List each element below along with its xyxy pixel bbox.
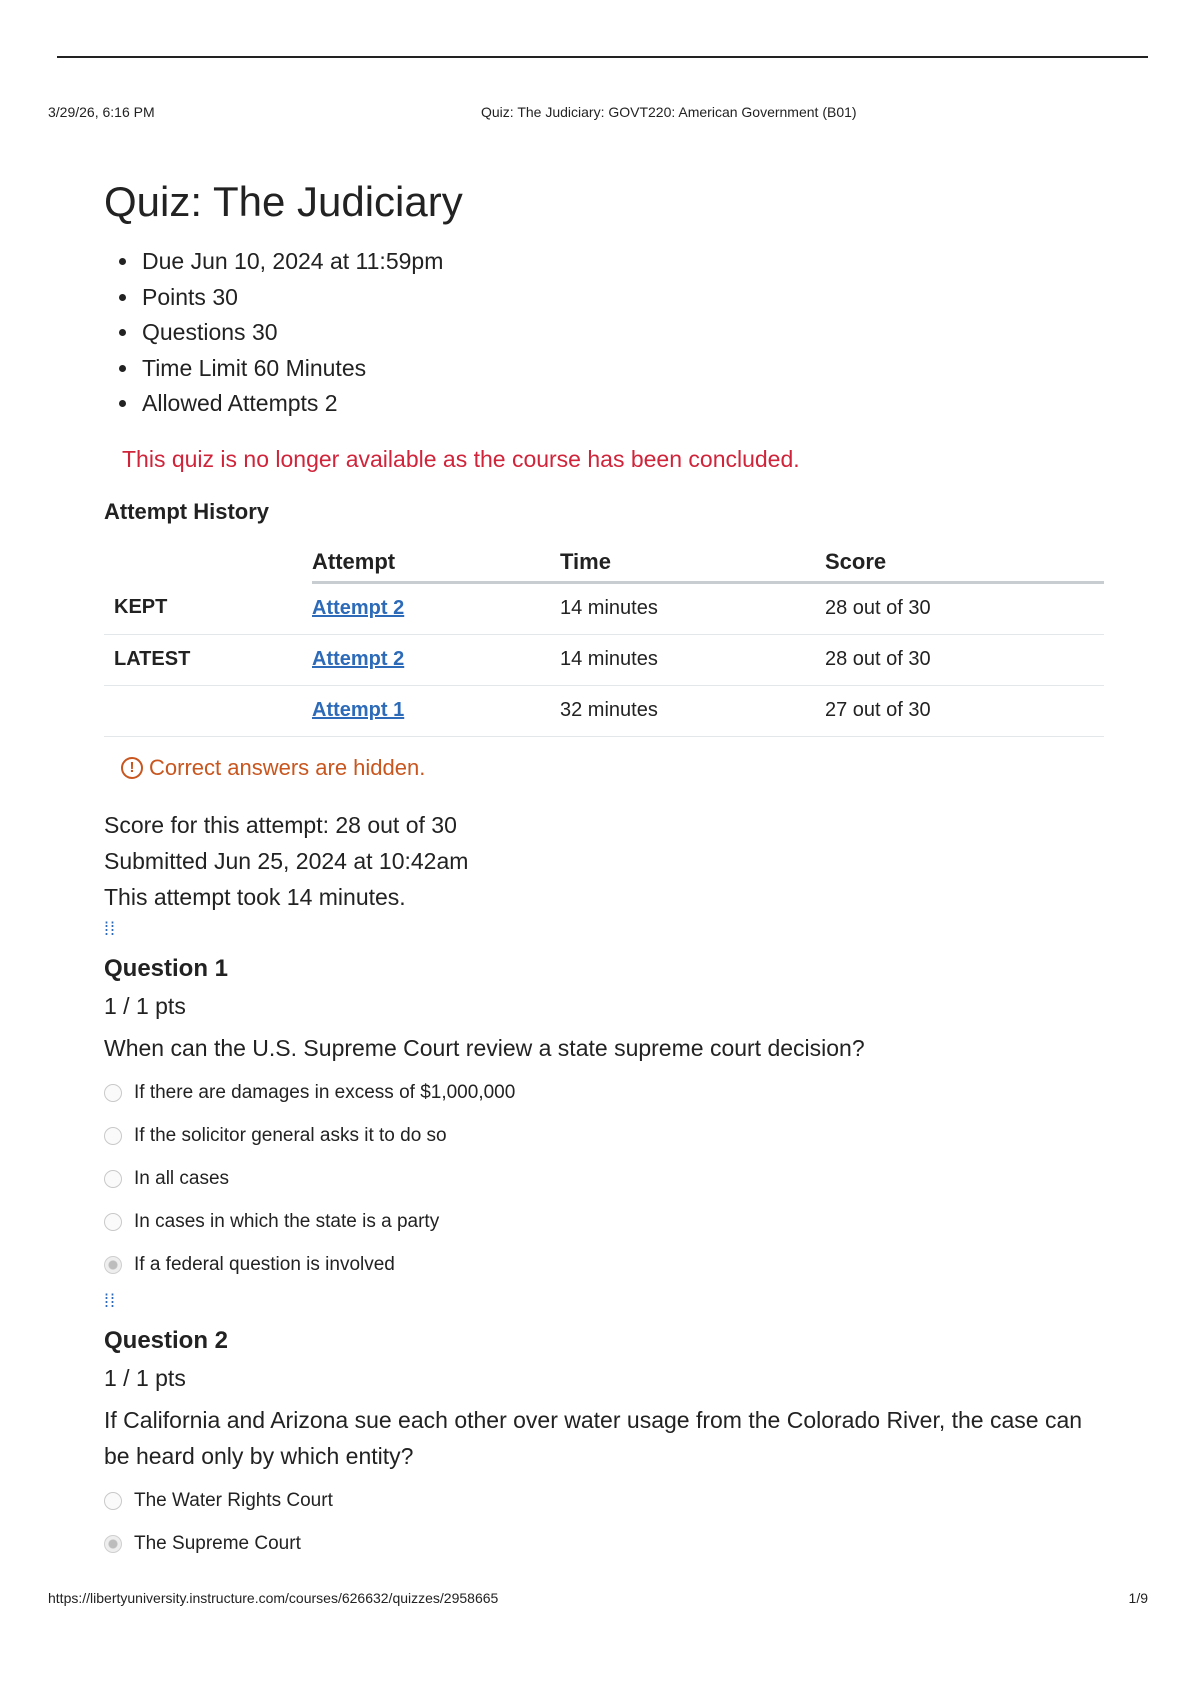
answer-option[interactable] xyxy=(104,1244,1104,1287)
print-footer xyxy=(48,1590,1152,1606)
hidden-answers-notice xyxy=(121,755,1104,781)
row-label: LATEST xyxy=(104,634,312,685)
page-title: Quiz: The Judiciary xyxy=(104,178,463,225)
concluded-notice: This quiz is no longer available as the course has been concluded. xyxy=(122,445,800,472)
header-attempt: Attempt xyxy=(312,541,560,583)
print-datetime: 3/29/26, 6:16 PM xyxy=(48,104,155,120)
question-title: Question 1 xyxy=(104,954,229,982)
radio-button[interactable] xyxy=(104,1170,122,1188)
drag-handle-icon[interactable]: ⁞⁞ xyxy=(104,918,117,939)
drag-handle-icon[interactable]: ⁞⁞ xyxy=(104,1290,117,1311)
header-label xyxy=(104,541,312,583)
answer-options xyxy=(104,1072,1104,1287)
page-number: 1/9 xyxy=(1128,1590,1148,1606)
attempt-duration: This attempt took 14 minutes. xyxy=(104,883,406,910)
print-title: Quiz: The Judiciary: GOVT220: American Government (B01) xyxy=(481,104,857,120)
row-time: 32 minutes xyxy=(560,685,825,736)
answer-option[interactable] xyxy=(104,1072,1104,1115)
attempt-score: Score for this attempt: 28 out of 30 xyxy=(104,811,457,838)
row-label xyxy=(104,685,312,736)
attempt-history-title: Attempt History xyxy=(104,498,270,524)
attempt-submitted: Submitted Jun 25, 2024 at 10:42am xyxy=(104,847,469,874)
table-row xyxy=(104,634,1104,685)
row-label: KEPT xyxy=(104,582,312,634)
meta-time-limit: • Time Limit 60 Minutes xyxy=(140,351,1104,387)
answer-label: In cases in which the state is a party xyxy=(134,1211,440,1232)
attempt-history-table xyxy=(104,541,1104,737)
meta-due: • Due Jun 10, 2024 at 11:59pm xyxy=(140,244,1104,280)
quiz-meta-list xyxy=(104,244,1104,422)
top-rule xyxy=(57,56,1148,58)
header-time: Time xyxy=(560,541,825,583)
radio-button[interactable] xyxy=(104,1213,122,1231)
meta-points: • Points 30 xyxy=(140,280,1104,316)
answer-label: If there are damages in excess of $1,000,000 xyxy=(134,1082,516,1103)
answer-option[interactable] xyxy=(104,1480,1104,1523)
radio-button[interactable] xyxy=(104,1127,122,1145)
quiz-content xyxy=(104,180,1104,1566)
row-score: 27 out of 30 xyxy=(825,685,1104,736)
question-text: If California and Arizona sue each other over water usage from the Colorado River, the case can be heard only by which entity? xyxy=(104,1406,1083,1469)
attempt-link[interactable]: Attempt 1 xyxy=(312,699,405,721)
attempt-link[interactable]: Attempt 2 xyxy=(312,648,405,670)
question-title: Question 2 xyxy=(104,1326,229,1354)
row-time: 14 minutes xyxy=(560,634,825,685)
radio-button-selected[interactable] xyxy=(104,1256,122,1274)
radio-button-selected[interactable] xyxy=(104,1535,122,1553)
header-score: Score xyxy=(825,541,1104,583)
meta-allowed-attempts: • Allowed Attempts 2 xyxy=(140,386,1104,422)
answer-option[interactable] xyxy=(104,1523,1104,1566)
answer-label: The Supreme Court xyxy=(134,1533,301,1554)
row-score: 28 out of 30 xyxy=(825,582,1104,634)
row-score: 28 out of 30 xyxy=(825,634,1104,685)
meta-questions: • Questions 30 xyxy=(140,315,1104,351)
question-points: 1 / 1 pts xyxy=(104,992,186,1019)
table-row xyxy=(104,685,1104,736)
radio-button[interactable] xyxy=(104,1492,122,1510)
answer-label: In all cases xyxy=(134,1168,230,1189)
question-text: When can the U.S. Supreme Court review a state supreme court decision? xyxy=(104,1034,865,1061)
answer-label: The Water Rights Court xyxy=(134,1490,333,1511)
row-time: 14 minutes xyxy=(560,582,825,634)
answer-label: If the solicitor general asks it to do so xyxy=(134,1125,447,1146)
answer-option[interactable] xyxy=(104,1115,1104,1158)
hidden-answers-text: Correct answers are hidden. xyxy=(149,754,426,780)
print-url: https://libertyuniversity.instructure.com/courses/626632/quizzes/2958665 xyxy=(48,1590,499,1606)
answer-label: If a federal question is involved xyxy=(134,1254,395,1275)
table-header-row xyxy=(104,541,1104,583)
attempt-info xyxy=(104,807,1104,915)
question-points: 1 / 1 pts xyxy=(104,1364,186,1391)
answer-options xyxy=(104,1480,1104,1566)
answer-option[interactable] xyxy=(104,1201,1104,1244)
table-row xyxy=(104,582,1104,634)
radio-button[interactable] xyxy=(104,1084,122,1102)
attempt-link[interactable]: Attempt 2 xyxy=(312,597,405,619)
exclamation-circle-icon: ! xyxy=(121,757,143,779)
answer-option[interactable] xyxy=(104,1158,1104,1201)
